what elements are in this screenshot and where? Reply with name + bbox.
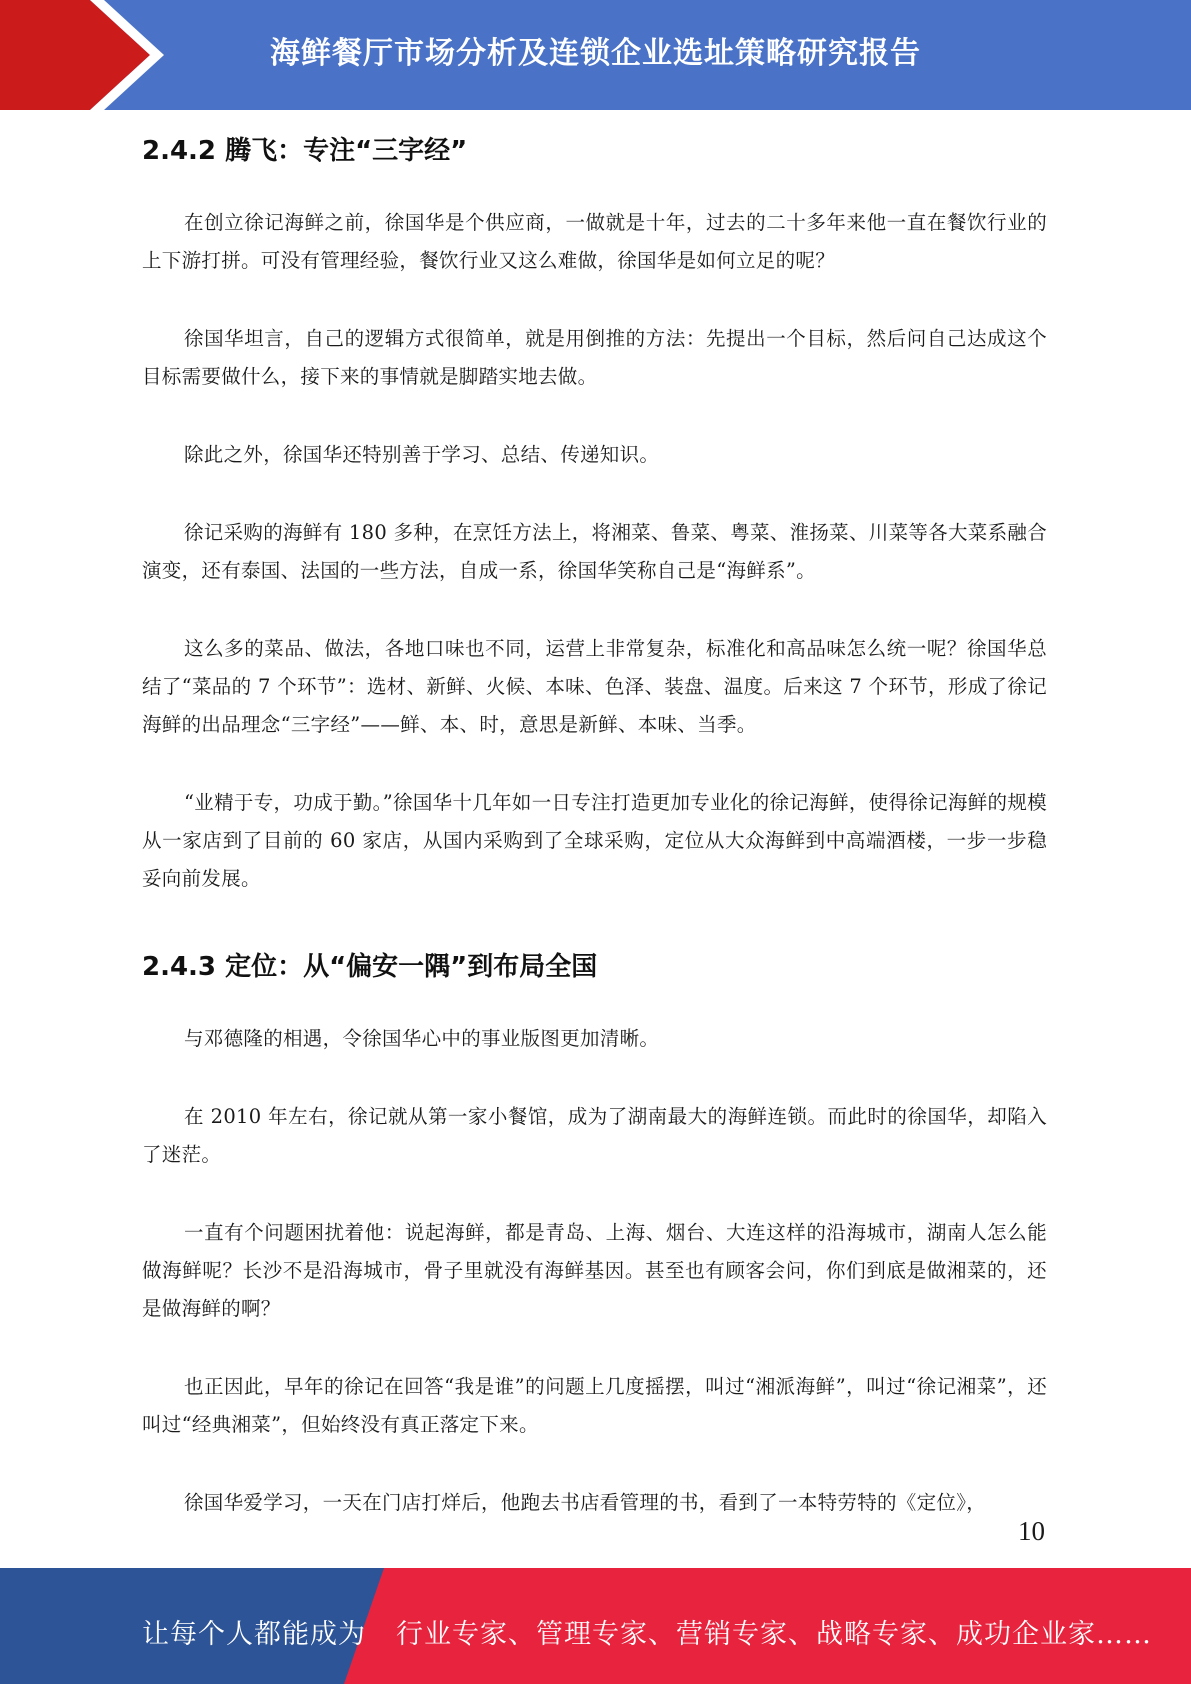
paragraph: “业精于专，功成于勤。”徐国华十几年如一日专注打造更加专业化的徐记海鲜，使得徐记海鲜的规模从一家店到了目前的 60 家店，从国内采购到了全球采购，定位从大众海鲜到中高端酒楼，一步一步稳妥向前发展。 (142, 791, 1047, 890)
section-heading-2-4-2: 2.4.2 腾飞：专注“三字经” (142, 136, 468, 166)
paragraph: 也正因此，早年的徐记在回答“我是谁”的问题上几度摇摆，叫过“湘派海鲜”，叫过“徐记湘菜”，还叫过“经典湘菜”，但始终没有真正落定下来。 (142, 1375, 1047, 1436)
paragraph: 徐国华坦言，自己的逻辑方式很简单，就是用倒推的方法：先提出一个目标，然后问自己达成这个目标需要做什么，接下来的事情就是脚踏实地去做。 (142, 327, 1047, 388)
paragraph: 在创立徐记海鲜之前，徐国华是个供应商，一做就是十年，过去的二十多年来他一直在餐饮行业的上下游打拼。可没有管理经验，餐饮行业又这么难做，徐国华是如何立足的呢？ (142, 211, 1047, 272)
page-number: 10 (1018, 1516, 1045, 1546)
report-title: 海鲜餐厅市场分析及连锁企业选址策略研究报告 (270, 36, 921, 71)
header-red-arrow (0, 0, 150, 110)
paragraph: 一直有个问题困扰着他：说起海鲜，都是青岛、上海、烟台、大连这样的沿海城市，湖南人怎么能做海鲜呢？长沙不是沿海城市，骨子里就没有海鲜基因。甚至也有顾客会问，你们到底是做湘菜的，还是做海鲜的啊？ (142, 1221, 1047, 1320)
paragraph: 徐记采购的海鲜有 180 多种，在烹饪方法上，将湘菜、鲁菜、粤菜、淮扬菜、川菜等各大菜系融合演变，还有泰国、法国的一些方法，自成一系，徐国华笑称自己是“海鲜系”。 (142, 521, 1047, 582)
section-heading-2-4-3: 2.4.3 定位：从“偏安一隅”到布局全国 (142, 952, 598, 982)
footer-slogan-left: 让每个人都能成为 (142, 1619, 366, 1650)
paragraph: 这么多的菜品、做法，各地口味也不同，运营上非常复杂，标准化和高品味怎么统一呢？徐国华总结了“菜品的 7 个环节”：选材、新鲜、火候、本味、色泽、装盘、温度。后来这 7 个环节，形成了徐记海鲜的出品理念“三字经”——鲜、本、时，意思是新鲜、本味、当季。 (142, 637, 1047, 736)
page-content (142, 118, 1047, 1522)
paragraph: 与邓德隆的相遇，令徐国华心中的事业版图更加清晰。 (184, 1027, 660, 1050)
paragraph: 除此之外，徐国华还特别善于学习、总结、传递知识。 (184, 443, 660, 466)
page-header (0, 0, 1191, 110)
footer-slogan-right: 行业专家、管理专家、营销专家、战略专家、成功企业家…… (396, 1619, 1152, 1650)
page-footer (0, 1568, 1191, 1684)
paragraph: 徐国华爱学习，一天在门店打烊后，他跑去书店看管理的书，看到了一本特劳特的《定位》， (184, 1491, 987, 1514)
paragraph: 在 2010 年左右，徐记就从第一家小餐馆，成为了湖南最大的海鲜连锁。而此时的徐国华，却陷入了迷茫。 (142, 1105, 1047, 1166)
